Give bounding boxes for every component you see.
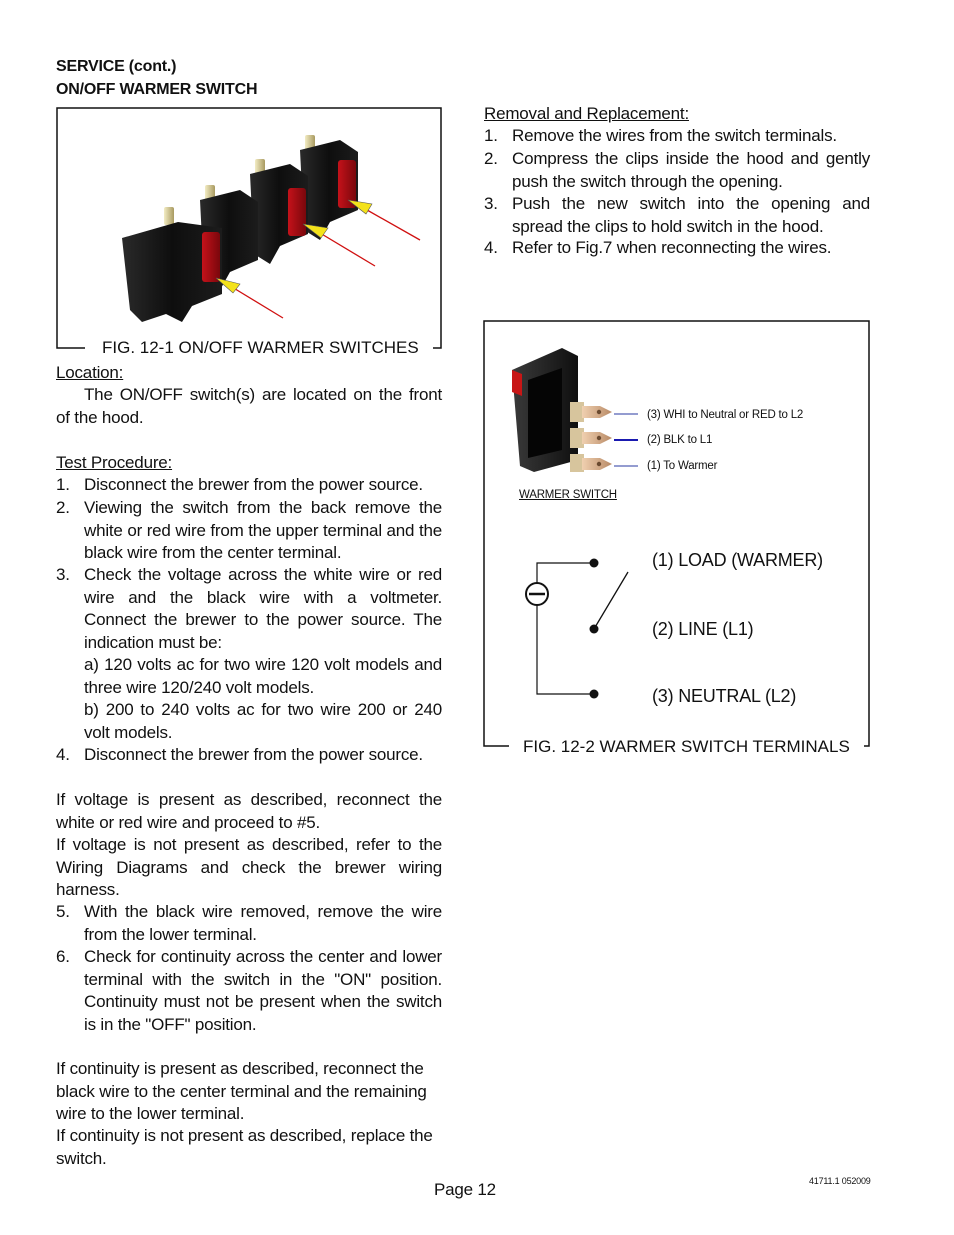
step-text: With the black wire removed, remove the wire from the lower terminal.: [84, 902, 442, 944]
step-number: 2.: [56, 498, 70, 517]
test-heading: Test Procedure:: [56, 453, 173, 472]
wire-label-2: (2) BLK to L1: [647, 434, 713, 446]
step-number: 1.: [56, 475, 70, 494]
step-text: Compress the clips inside the hood and gently push the switch through the opening.: [512, 149, 870, 191]
location-heading: Location:: [56, 363, 124, 382]
step-number: 3.: [56, 565, 70, 584]
terminal-neutral-label: (3) NEUTRAL (L2): [652, 686, 797, 706]
step-text: Check the voltage across the white wire or red wire and the black wire with a voltmeter. Connect the brewer to the power source. The indication must be:: [84, 565, 442, 652]
step-text: Disconnect the brewer from the power source.: [84, 745, 423, 764]
warmer-switch-label: WARMER SWITCH: [519, 489, 617, 501]
step-substep-a: a) 120 volts ac for two wire 120 volt models and three wire 120/240 volt models.: [84, 655, 442, 697]
figure-12-2-caption: FIG. 12-2 WARMER SWITCH TERMINALS: [509, 736, 864, 758]
step-number: 4.: [484, 238, 498, 257]
terminal-line-label: (2) LINE (L1): [652, 619, 754, 639]
terminal-load-label: (1) LOAD (WARMER): [652, 550, 823, 570]
location-text: The ON/OFF switch(s) are located on the front of the hood.: [56, 385, 442, 427]
figure-12-1-caption: FIG. 12-1 ON/OFF WARMER SWITCHES: [88, 337, 433, 359]
step-text: Disconnect the brewer from the power source.: [84, 475, 423, 494]
continuity-present-text: If continuity is present as described, reconnect the black wire to the center terminal and the remaining wire to the lower terminal.: [56, 1059, 427, 1123]
page-number: Page 12: [434, 1180, 496, 1199]
step-number: 6.: [56, 947, 70, 966]
removal-heading: Removal and Replacement:: [484, 104, 689, 123]
step-text: Viewing the switch from the back remove the white or red wire from the upper terminal and the black wire from the center terminal.: [84, 498, 442, 562]
step-text: Push the new switch into the opening and spread the clips to hold switch in the hood.: [512, 194, 870, 236]
step-text: Check for continuity across the center and lower terminal with the switch in the "ON" position. Continuity must not be present when the switch is in the "OFF" position.: [84, 947, 442, 1034]
wire-label-3: (3) WHI to Neutral or RED to L2: [647, 409, 804, 421]
step-number: 2.: [484, 149, 498, 168]
voltage-present-text: If voltage is present as described, reconnect the white or red wire and proceed to #5.: [56, 790, 442, 832]
step-number: 3.: [484, 194, 498, 213]
voltage-absent-text: If voltage is not present as described, refer to the Wiring Diagrams and check the brewer wiring harness.: [56, 835, 442, 899]
step-substep-b: b) 200 to 240 volts ac for two wire 200 or 240 volt models.: [84, 700, 442, 742]
subsection-title: ON/OFF WARMER SWITCH: [56, 81, 258, 98]
step-number: 5.: [56, 902, 70, 921]
section-title: SERVICE (cont.): [56, 58, 177, 75]
wire-label-1: (1) To Warmer: [647, 460, 718, 472]
continuity-absent-text: If continuity is not present as described, replace the switch.: [56, 1126, 433, 1168]
step-text: Remove the wires from the switch terminals.: [512, 126, 837, 145]
document-code: 41711.1 052009: [809, 1176, 871, 1186]
step-number: 4.: [56, 745, 70, 764]
step-text: Refer to Fig.7 when reconnecting the wires.: [512, 238, 832, 257]
step-number: 1.: [484, 126, 498, 145]
